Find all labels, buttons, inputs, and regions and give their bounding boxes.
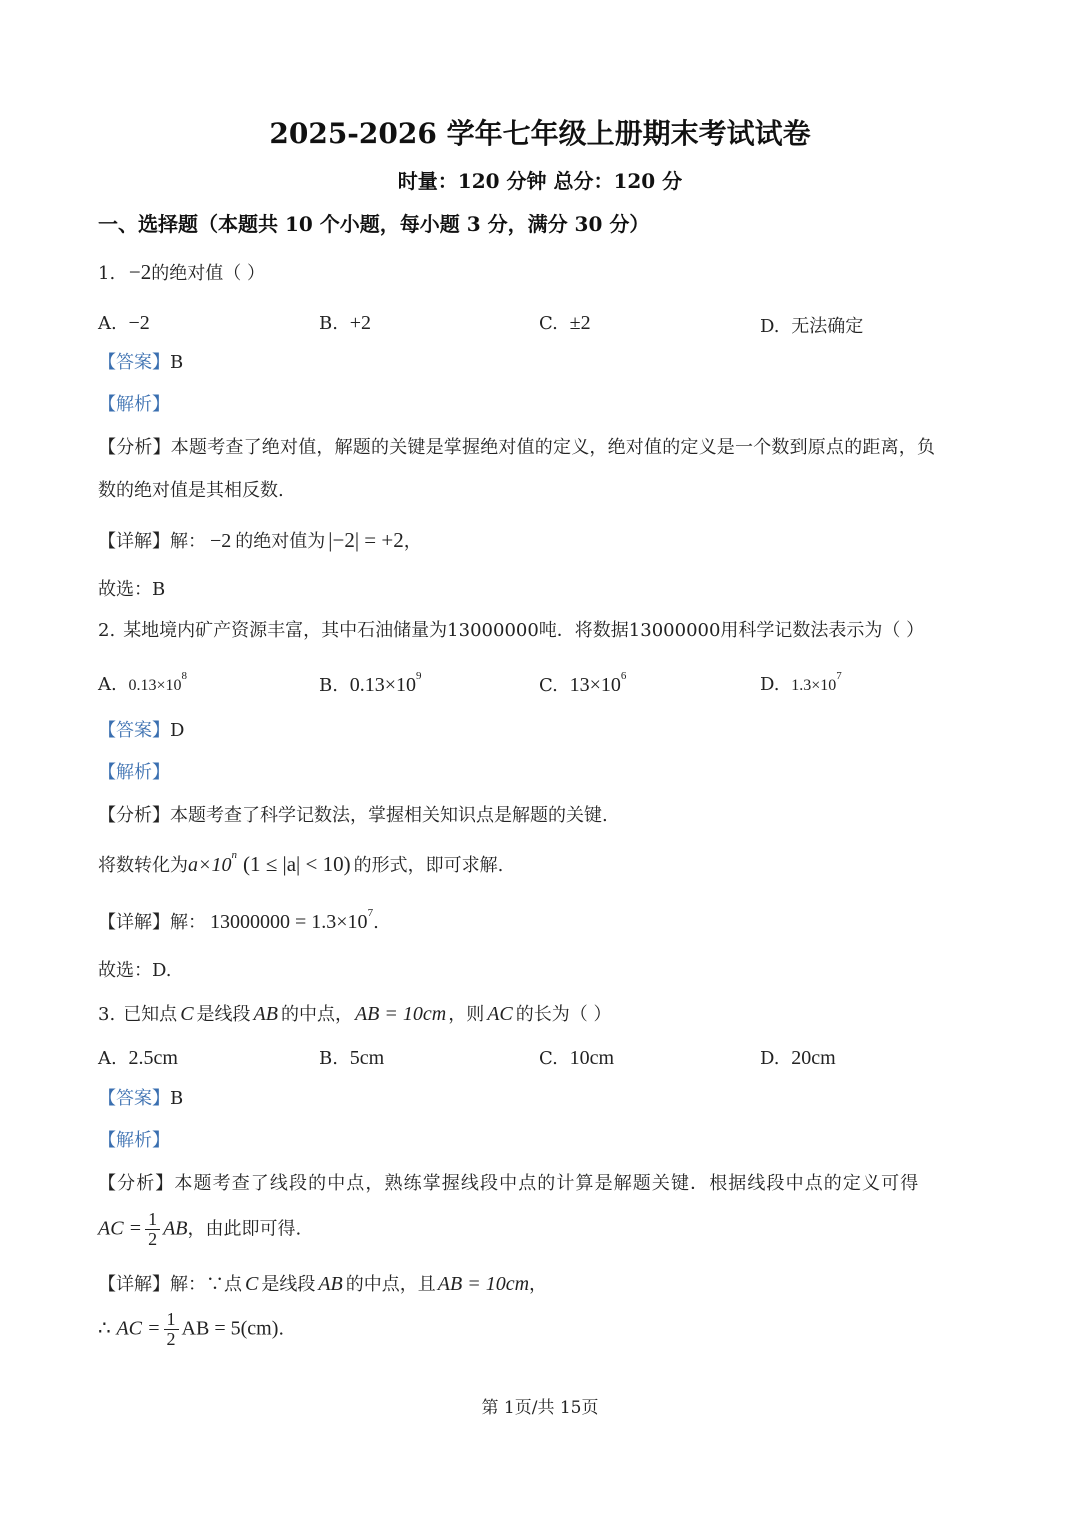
question-1: [98, 262, 265, 283]
question-math: −2: [128, 260, 152, 284]
choice-line: 故选：B: [98, 579, 166, 600]
detail-line: 【详解】解：∵点 C 是线段 AB 的中点，且 AB = 10cm，: [98, 1273, 548, 1295]
analysis-text: 【分析】本题考查了线段的中点，熟练掌握线段中点的计算是解题关键．根据线段中点的定义可得: [98, 1173, 920, 1194]
option-b: B. 5cm: [319, 1047, 385, 1069]
answer-line: 【答案】D: [98, 720, 185, 741]
option-c: C. $13\times 10^6$: [539, 670, 627, 696]
analysis-label: 【解析】: [98, 762, 170, 783]
answer-line: 【答案】B: [98, 352, 184, 373]
option-b: B. +2: [319, 312, 371, 334]
option-d: D. 无法确定: [760, 316, 864, 337]
page-footer: 第 1页/共 15页: [481, 1398, 599, 1418]
option-d: D. $1.3\times 10^7$: [760, 670, 842, 695]
analysis-text: 【分析】本题考查了科学记数法，掌握相关知识点是解题的关键.: [98, 805, 608, 826]
option-c: C. ±2: [539, 312, 591, 334]
final-formula: ∴ AC = $\frac{1}{2}$ AB = 5(cm).: [98, 1309, 285, 1349]
section-heading: 一、选择题（本题共 10 个小题，每小题 3 分，满分 30 分）: [98, 212, 650, 236]
option-b: B. $0.13\times 10^9$: [319, 670, 422, 696]
detail-line: 【详解】解： −2 的绝对值为 |−2| = +2，: [98, 528, 422, 552]
choice-line: 故选：D.: [98, 960, 172, 981]
fraction: $\frac{1}{2}$: [145, 1210, 160, 1249]
analysis-text: 数的绝对值是其相反数.: [98, 480, 284, 501]
answer-line: 【答案】B: [98, 1088, 184, 1109]
analysis-formula: 将数转化为$a\times 10^n$ (1 ≤ |a| < 10) 的形式，即可求解.: [98, 849, 504, 876]
option-a: A. $0.13\times 10^8$: [98, 670, 187, 695]
option-d: D. 20cm: [760, 1047, 836, 1069]
fraction: $\frac{1}{2}$: [164, 1310, 179, 1349]
analysis-text: 【分析】本题考查了绝对值，解题的关键是掌握绝对值的定义，绝对值的定义是一个数到原点的距离，负: [98, 437, 936, 458]
option-a: A. −2: [98, 312, 150, 334]
analysis-label: 【解析】: [98, 1130, 170, 1151]
option-a: A. 2.5cm: [98, 1047, 178, 1069]
question-2: 2. 某地境内矿产资源丰富，其中石油储量为13000000吨．将数据13000000用科学记数法表示为（ ）: [98, 620, 925, 641]
exam-meta: 时量：120 分钟 总分：120 分: [397, 169, 683, 193]
analysis-label: 【解析】: [98, 394, 170, 415]
page-title: 2025-2026 学年七年级上册期末考试试卷: [269, 117, 811, 150]
question-3: 3. 已知点 C 是线段 AB 的中点， AB = 10cm ，则 AC 的长为（ ）: [98, 1003, 612, 1025]
option-c: C. 10cm: [539, 1047, 615, 1069]
question-number: 1.: [98, 263, 116, 284]
detail-line: 【详解】解： $13000000 = 1.3\times 10^7$.: [98, 907, 379, 933]
analysis-formula: AC = $\frac{1}{2}$ AB，由此即可得.: [98, 1209, 302, 1249]
question-text: 的绝对值（ ）: [151, 263, 265, 284]
